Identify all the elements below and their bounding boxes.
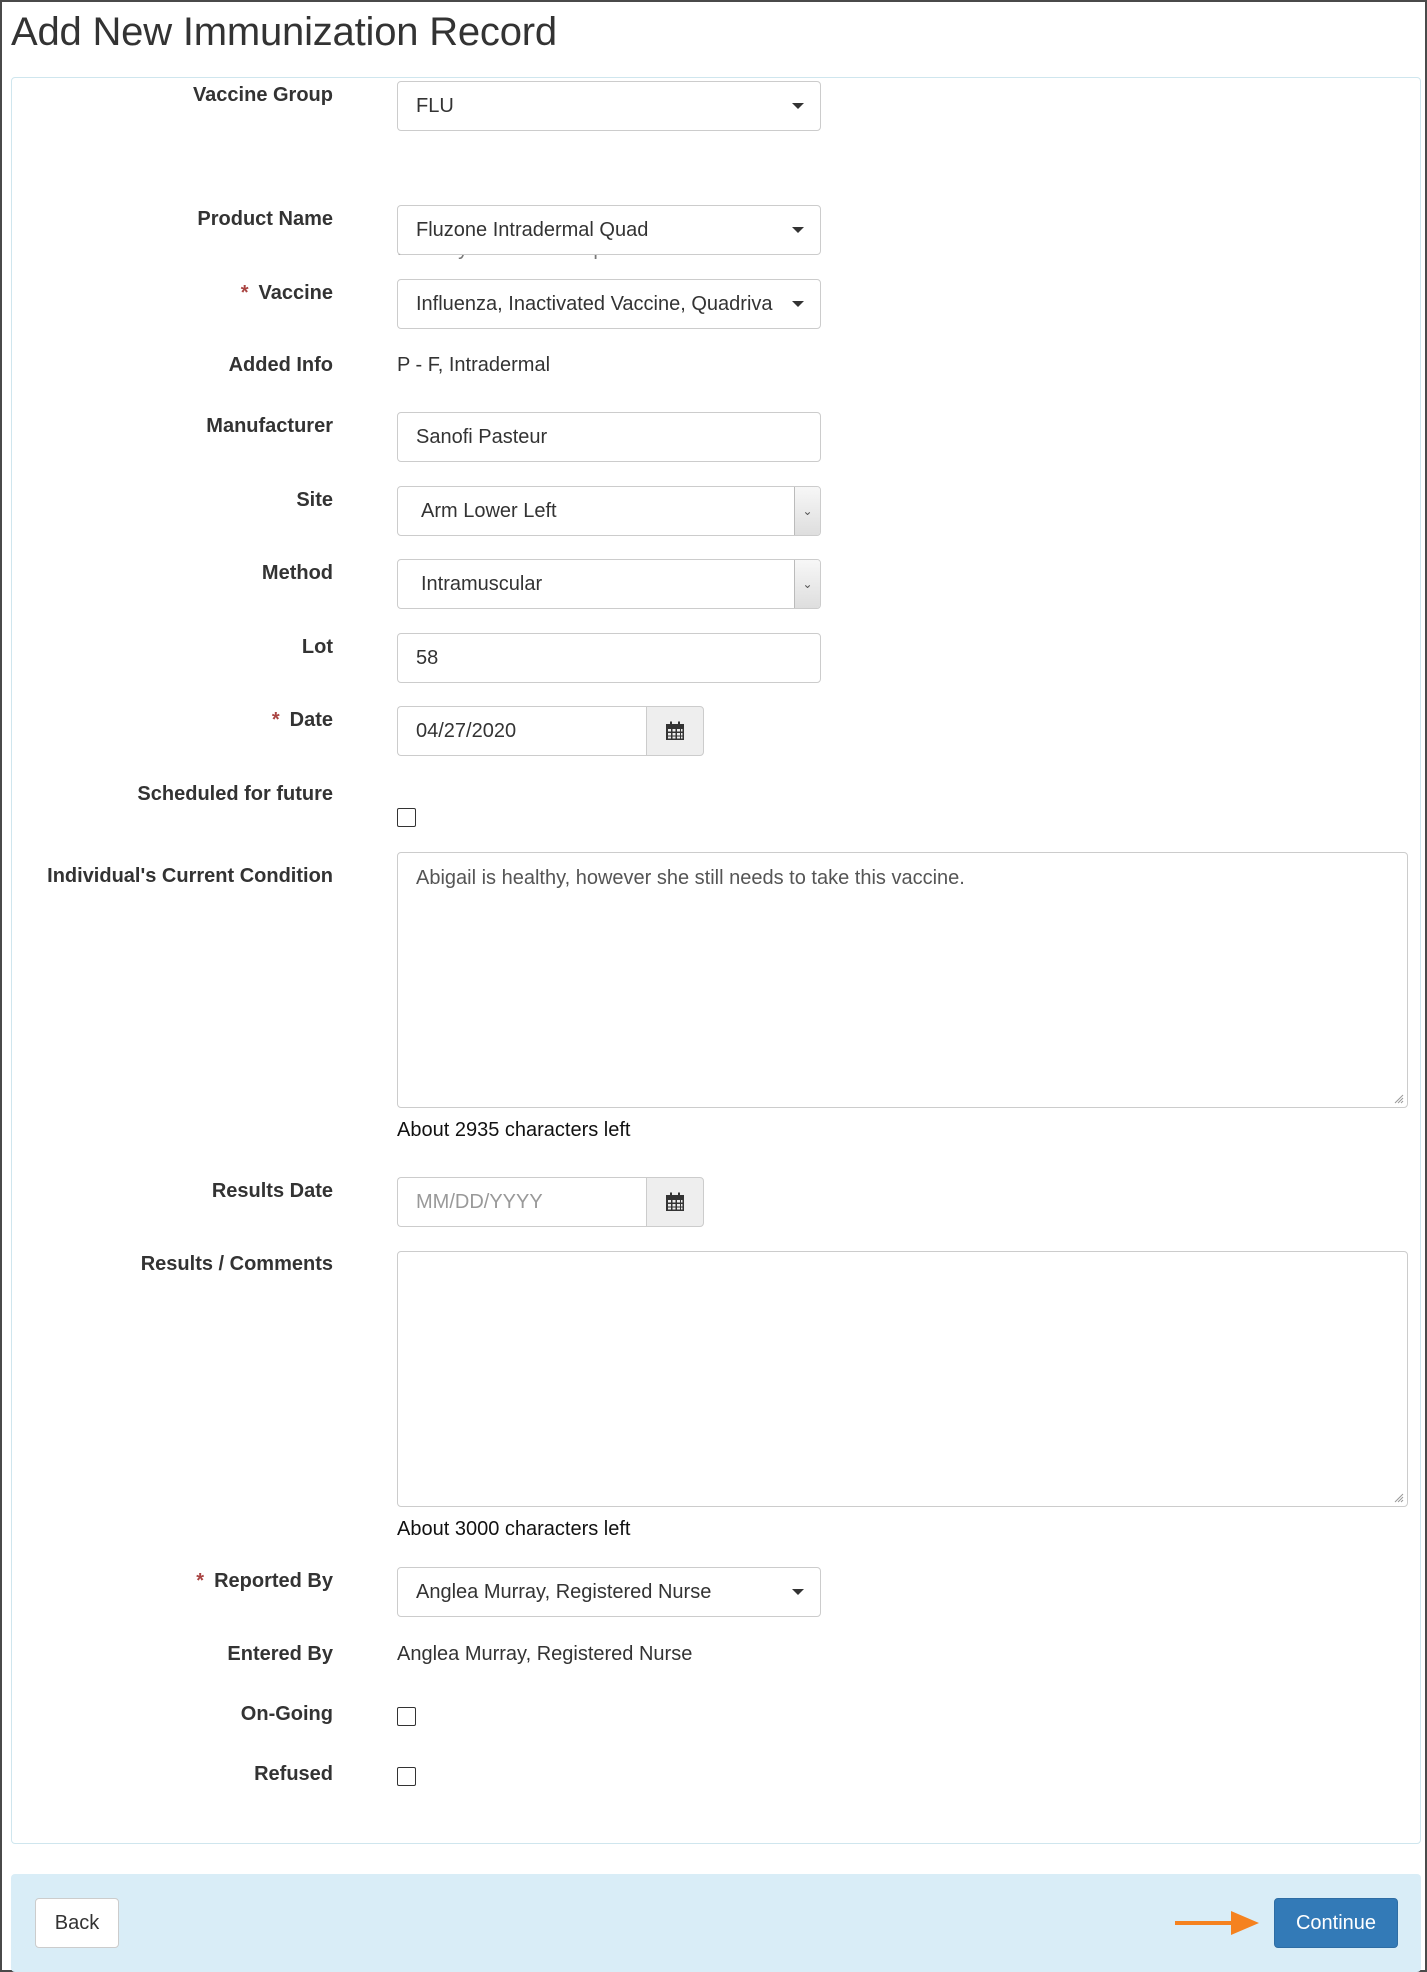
reported-by-label-text: Reported By [214, 1570, 333, 1592]
results-date-input-group [397, 1177, 704, 1227]
added-info-value: P - F, Intradermal [397, 354, 551, 376]
results-comments-label: Results / Comments [140, 1253, 333, 1275]
date-input[interactable]: 04/27/2020 [397, 706, 646, 756]
method-value: Intramuscular [421, 572, 543, 595]
resize-grip-icon[interactable] [1394, 1094, 1404, 1104]
results-comments-textarea[interactable] [397, 1251, 1408, 1507]
date-label-text: Date [289, 709, 333, 731]
caret-down-icon [792, 301, 804, 307]
reported-by-label [196, 1570, 333, 1593]
required-marker: * [196, 1570, 205, 1592]
date-calendar-button[interactable] [646, 706, 704, 756]
arrow-right-icon [1175, 1908, 1265, 1938]
current-condition-text: Abigail is healthy, however she still needs to take this vaccine. [416, 867, 965, 889]
date-label [272, 709, 333, 732]
required-marker: * [271, 709, 280, 731]
calendar-icon [665, 721, 685, 741]
vaccine-group-value: FLU [416, 94, 454, 117]
results-date-input[interactable]: MM/DD/YYYY [397, 1177, 646, 1227]
entered-by-value: Anglea Murray, Registered Nurse [397, 1643, 693, 1665]
scheduled-for-future-checkbox[interactable] [397, 808, 416, 827]
date-input-group [397, 706, 704, 756]
product-name-select[interactable] [397, 205, 821, 255]
reported-by-value: Anglea Murray, Registered Nurse [416, 1580, 712, 1603]
caret-down-icon [792, 1589, 804, 1595]
site-value: Arm Lower Left [421, 499, 557, 522]
product-name-label: Product Name [197, 208, 333, 230]
vaccine-value: Influenza, Inactivated Vaccine, Quadriva [416, 292, 773, 315]
product-name-value: Fluzone Intradermal Quad [416, 218, 649, 241]
vaccine-label-text: Vaccine [258, 282, 333, 304]
vaccine-group-select[interactable] [397, 81, 821, 131]
form-footer [11, 1874, 1421, 1972]
lot-label: Lot [301, 636, 333, 658]
immunization-form-panel [11, 77, 1421, 1844]
back-button[interactable]: Back [35, 1898, 119, 1948]
method-label: Method [261, 562, 333, 584]
vaccine-group-label: Vaccine Group [192, 84, 333, 106]
results-comments-counter: About 3000 characters left [397, 1518, 631, 1540]
results-date-label: Results Date [211, 1180, 333, 1202]
site-select[interactable] [397, 486, 821, 536]
resize-grip-icon[interactable] [1394, 1493, 1404, 1503]
added-info-label: Added Info [228, 354, 333, 376]
required-marker: * [240, 282, 249, 304]
on-going-checkbox[interactable] [397, 1707, 416, 1726]
results-date-calendar-button[interactable] [646, 1177, 704, 1227]
chevron-down-icon[interactable]: ⌄ [794, 487, 820, 535]
refused-checkbox[interactable] [397, 1767, 416, 1786]
vaccine-label [241, 282, 333, 305]
scheduled-for-future-label: Scheduled for future [137, 783, 333, 805]
caret-down-icon [792, 103, 804, 109]
manufacturer-label: Manufacturer [206, 415, 333, 437]
vaccine-select[interactable] [397, 279, 821, 329]
current-condition-counter: About 2935 characters left [397, 1119, 631, 1141]
entered-by-label: Entered By [227, 1643, 333, 1665]
chevron-down-icon[interactable]: ⌄ [794, 560, 820, 608]
refused-label: Refused [254, 1763, 333, 1785]
current-condition-textarea[interactable] [397, 852, 1408, 1108]
on-going-label: On-Going [240, 1703, 333, 1725]
lot-input[interactable]: 58 [397, 633, 821, 683]
page-title: Add New Immunization Record [11, 10, 557, 54]
continue-button[interactable]: Continue [1274, 1898, 1398, 1948]
site-label: Site [296, 489, 333, 511]
method-select[interactable] [397, 559, 821, 609]
reported-by-select[interactable] [397, 1567, 821, 1617]
caret-down-icon [792, 227, 804, 233]
calendar-icon [665, 1192, 685, 1212]
current-condition-label: Individual's Current Condition [47, 865, 333, 887]
manufacturer-input[interactable]: Sanofi Pasteur [397, 412, 821, 462]
